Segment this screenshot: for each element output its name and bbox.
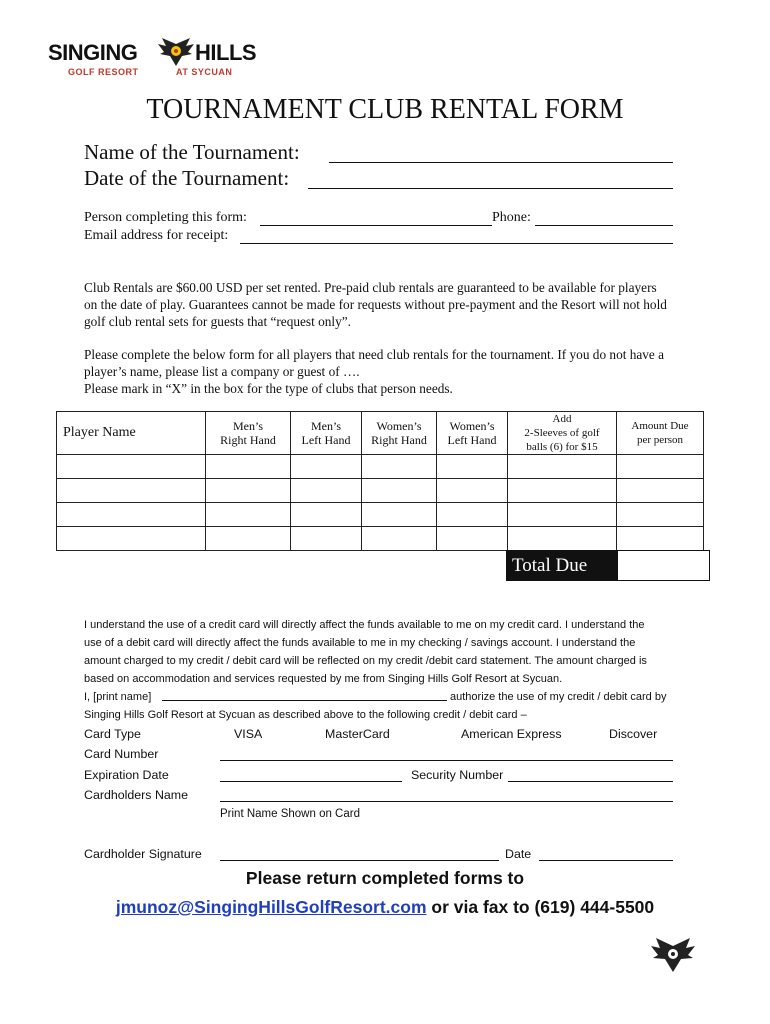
terms-line: golf club rental sets for guests that “request only”. [84,314,351,329]
add-balls-cell[interactable] [508,479,617,503]
womens-left-cell[interactable] [437,479,508,503]
add-balls-cell[interactable] [508,527,617,551]
card-option-visa[interactable]: VISA [234,727,263,741]
card-number-field[interactable] [220,760,673,761]
cardholders-name-label: Cardholders Name [84,788,188,802]
womens-left-cell[interactable] [437,503,508,527]
date-field[interactable] [539,860,673,861]
legal-line: I understand the use of a credit card will directly affect the funds available to me on my credit card. I understand the [84,619,645,631]
terms-line: Club Rentals are $60.00 USD per set rented. Pre-paid club rentals are guaranteed to be available for players [84,280,657,295]
header-text: Men’s [233,419,263,433]
table-row [57,455,704,479]
table-row [57,527,704,551]
email-field[interactable] [240,243,673,244]
legal-line: use of a debit card will directly affect the funds available to me in my checking / savings account. I understand the [84,637,636,650]
amount-due-cell[interactable] [617,479,704,503]
total-due-label: Total Due [506,550,618,581]
header-womens-left [437,412,508,455]
rental-terms-paragraph [84,279,724,330]
womens-left-cell[interactable] [437,527,508,551]
legal-line: amount charged to my credit / debit card will be reflected on my credit /debit card statement. The amount charged is [84,655,647,668]
total-due-field[interactable] [620,552,708,579]
header-mens-left [291,412,362,455]
instructions-line: Please mark in “X” in the box for the type of clubs that person needs. [84,381,453,396]
card-number-label: Card Number [84,747,159,761]
player-name-cell[interactable] [57,527,206,551]
header-womens-right [362,412,437,455]
header-text: Women’s [376,419,422,433]
phone-field[interactable] [535,225,673,226]
tournament-date-label: Date of the Tournament: [84,166,290,190]
person-completing-field[interactable] [260,225,492,226]
womens-left-cell[interactable] [437,455,508,479]
player-name-cell[interactable] [57,503,206,527]
mens-right-cell[interactable] [206,455,291,479]
tournament-name-label: Name of the Tournament: [84,140,300,164]
header-add-balls [508,412,617,455]
card-option-discover[interactable]: Discover [609,727,658,741]
header-text: Right Hand [220,433,276,447]
logo-word-singing: SINGING [48,40,138,65]
print-name-field[interactable] [162,700,447,701]
print-name-line [84,688,704,706]
return-email-link[interactable]: jmunoz@SingingHillsGolfResort.com [115,897,427,917]
header-text: Men’s [311,419,341,433]
header-text: Right Hand [371,433,427,447]
womens-right-cell[interactable] [362,503,437,527]
eagle-icon [650,936,696,976]
tournament-date-field[interactable] [308,188,673,189]
amount-due-cell[interactable] [617,527,704,551]
header-text: Add [552,413,572,425]
security-number-field[interactable] [508,781,673,782]
header-text: balls (6) for $15 [526,441,598,453]
card-option-amex[interactable]: American Express [461,727,562,741]
header-text: Women’s [449,419,495,433]
header-mens-right [206,412,291,455]
header-text: Left Hand [447,433,497,447]
card-type-label: Card Type [84,727,141,741]
email-label: Email address for receipt: [84,228,229,243]
logo-sub-at-sycuan: AT SYCUAN [176,67,233,77]
signature-label: Cardholder Signature [84,847,202,861]
person-completing-label: Person completing this form: [84,210,247,225]
authorize-text: authorize the use of my credit / debit card by [450,691,667,704]
player-name-cell[interactable] [57,479,206,503]
instructions-line: player’s name, please list a company or guest of …. [84,364,360,379]
page-title: TOURNAMENT CLUB RENTAL FORM [146,94,624,125]
header-player-name [57,412,206,455]
amount-due-cell[interactable] [617,503,704,527]
legal-line: based on accommodation and services requested by me from Singing Hills Golf Resort at Sycuan. [84,673,563,686]
instructions-paragraph [84,346,724,397]
logo-sub-golf-resort: GOLF RESORT [68,67,139,77]
mens-left-cell[interactable] [291,455,362,479]
return-fax-text: or via fax to (619) 444-5500 [426,897,655,917]
header-text: 2-Sleeves of golf [524,427,600,439]
print-name-label: I, [print name] [84,691,152,704]
player-name-cell[interactable] [57,455,206,479]
mens-left-cell[interactable] [291,527,362,551]
signature-field[interactable] [220,860,499,861]
table-header-row [57,412,704,455]
header-amount-due [617,412,704,455]
date-label: Date [505,847,532,861]
phone-label: Phone: [492,210,531,225]
header-player-name-text: Player Name [63,425,136,440]
return-instructions: Please return completed forms to [245,868,525,888]
security-number-label: Security Number [411,768,504,782]
card-option-mastercard[interactable]: MasterCard [325,727,390,741]
return-contact [0,897,770,918]
header-text: per person [636,434,684,446]
table-row [57,479,704,503]
resort-logo [48,36,258,80]
amount-due-cell[interactable] [617,455,704,479]
womens-right-cell[interactable] [362,527,437,551]
mens-left-cell[interactable] [291,503,362,527]
logo-word-hills: HILLS [195,40,257,65]
table-row [57,503,704,527]
legal-line: Singing Hills Golf Resort at Sycuan as described above to the following credit / debit card – [84,709,527,722]
womens-right-cell[interactable] [362,479,437,503]
authorization-paragraph [84,616,704,724]
tournament-name-field[interactable] [329,162,673,163]
header-text: Left Hand [301,433,351,447]
mens-right-cell[interactable] [206,479,291,503]
expiration-label: Expiration Date [84,768,169,782]
header-text: Amount Due [631,420,689,432]
cardholders-name-field[interactable] [220,801,673,802]
add-balls-cell[interactable] [508,455,617,479]
mens-left-cell[interactable] [291,479,362,503]
expiration-field[interactable] [220,781,402,782]
instructions-line: Please complete the below form for all players that need club rentals for the tournament. If you do not have a [84,347,665,362]
player-rental-table [56,411,704,551]
terms-line: on the date of play. Guarantees cannot be made for requests without pre-payment and the Resort will not hold [84,297,667,312]
add-balls-cell[interactable] [508,503,617,527]
print-name-caption: Print Name Shown on Card [220,808,360,820]
womens-right-cell[interactable] [362,455,437,479]
mens-right-cell[interactable] [206,527,291,551]
mens-right-cell[interactable] [206,503,291,527]
